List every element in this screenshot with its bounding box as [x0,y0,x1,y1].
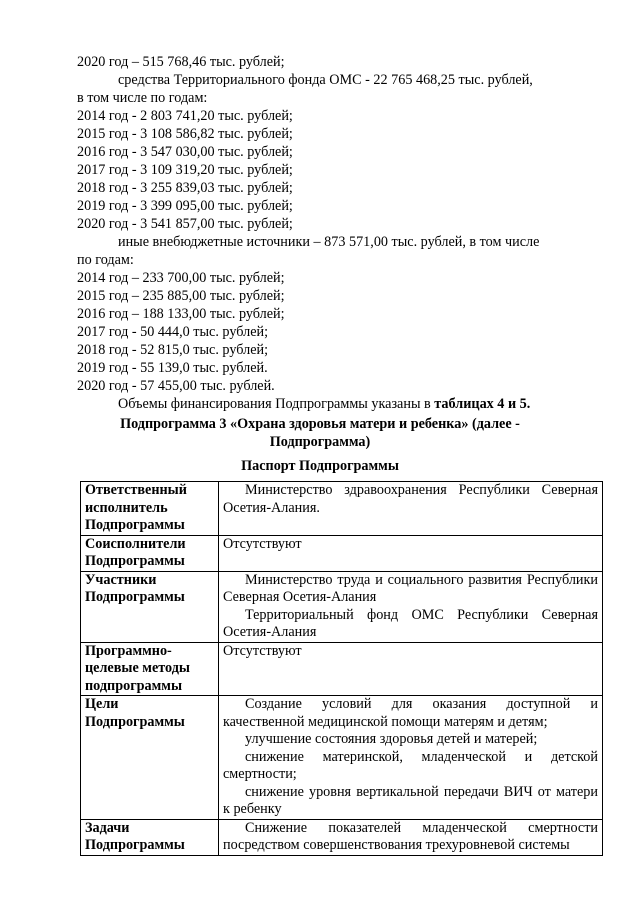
text-line: 2020 год - 57 455,00 тыс. рублей. [77,378,275,394]
text-line: 2017 год - 50 444,0 тыс. рублей; [77,324,269,340]
header-line: Программно- [85,642,172,659]
header-line: исполнитель [85,499,168,516]
text-line: 2016 год - 3 547 030,00 тыс. рублей; [77,144,293,160]
text-line: 2018 год - 52 815,0 тыс. рублей; [77,342,269,358]
header-line: Подпрограммы [85,837,185,853]
row-value [219,696,603,820]
table-row [81,819,603,855]
header-line: Задачи [85,819,130,836]
header-line: Участники [85,571,157,588]
row-value [219,642,603,696]
header-line: Подпрограммы [85,713,185,730]
table-row [81,482,603,536]
header-line: Цели [85,696,119,712]
value-paragraph: Территориальный фонд ОМС Республики Северная Осетия-Алания [223,606,598,640]
table-row [81,642,603,696]
row-header [81,535,219,571]
text-line: средства Территориального фонда ОМС - 22 765 468,25 тыс. рублей, [118,72,533,88]
passport-table [80,481,603,856]
row-header [81,571,219,642]
value-paragraph: Отсутствуют [223,642,302,659]
text-line: 2019 год - 3 399 095,00 тыс. рублей; [77,198,293,214]
text-line: 2015 год – 235 885,00 тыс. рублей; [77,288,285,304]
financing-note-tables: таблицах 4 и 5. [434,396,531,412]
value-paragraph: Министерство здравоохранения Республики Северная Осетия-Алания. [223,482,598,516]
passport-title: Паспорт Подпрограммы [241,458,399,474]
header-line: Подпрограммы [85,517,185,533]
subprogram-title-cont: Подпрограмма) [269,434,371,450]
table-row [81,696,603,820]
row-value [219,535,603,571]
row-header [81,819,219,855]
table-row [81,571,603,642]
text-line: 2014 год - 2 803 741,20 тыс. рублей; [77,108,293,124]
value-paragraph: Снижение показателей младенческой смертности посредством совершенствования трехуровневой системы [223,819,598,853]
text-line: 2020 год – 515 768,46 тыс. рублей; [77,54,285,70]
value-paragraph: Создание условий для оказания доступной и качественной медицинской помощи матерям и детям; [223,696,598,730]
table-row [81,535,603,571]
text-line: иные внебюджетные источники – 873 571,00 тыс. рублей, в том числе [118,234,540,250]
header-line: Подпрограммы [85,589,185,605]
row-value [219,482,603,536]
text-line: 2019 год - 55 139,0 тыс. рублей. [77,360,268,376]
header-line: целевые методы [85,660,190,676]
text-line: 2020 год - 3 541 857,00 тыс. рублей; [77,216,293,232]
text-line: по годам: [77,252,134,268]
value-paragraph: Министерство труда и социального развития Республики Северная Осетия-Алания [223,571,598,605]
subprogram-title: Подпрограмма 3 «Охрана здоровья матери и ребенка» (далее - [120,416,520,432]
header-line: подпрограммы [85,677,183,694]
row-header [81,696,219,820]
text-line: 2016 год – 188 133,00 тыс. рублей; [77,306,285,322]
text-line: 2018 год - 3 255 839,03 тыс. рублей; [77,180,293,196]
financing-note [118,395,530,413]
header-line: Ответственный [85,482,187,498]
row-header [81,642,219,696]
value-paragraph: снижение материнской, младенческой и детской смертности; [223,748,598,782]
value-paragraph: Отсутствуют [223,535,302,552]
text-line: 2015 год - 3 108 586,82 тыс. рублей; [77,126,293,142]
text-line: 2017 год - 3 109 319,20 тыс. рублей; [77,162,293,178]
row-header [81,482,219,536]
value-paragraph: снижение уровня вертикальной передачи ВИЧ от матери к ребенку [223,783,598,817]
text-line: 2014 год – 233 700,00 тыс. рублей; [77,270,285,286]
row-value [219,819,603,855]
header-line: Подпрограммы [85,553,185,569]
header-line: Соисполнители [85,535,186,552]
row-value [219,571,603,642]
text-line: в том числе по годам: [77,90,208,106]
financing-note-text: Объемы финансирования Подпрограммы указаны в [118,396,435,412]
value-paragraph: улучшение состояния здоровья детей и матерей; [245,731,538,747]
